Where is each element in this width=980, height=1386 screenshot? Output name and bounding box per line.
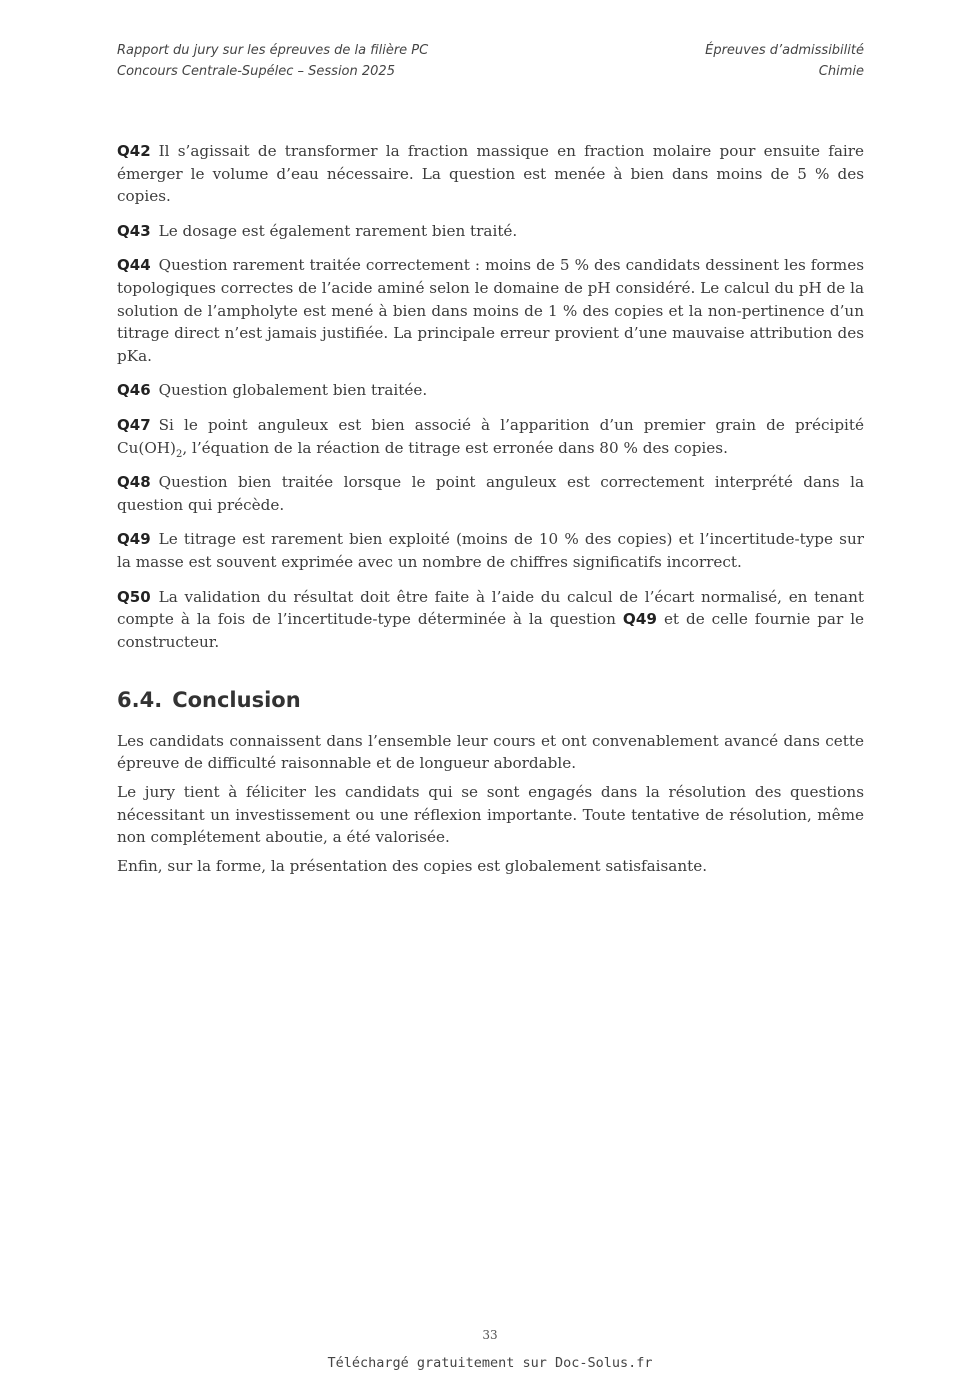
question-text: Il s’agissait de transformer la fraction massique en fraction molaire pour ensuite faire émerger le volume d’eau nécessaire. La question est menée à bien dans moins de 5 % des copies. [117, 142, 864, 206]
conclusion-paragraph: Les candidats connaissent dans l’ensemble leur cours et ont convenablement avancé dans cette épreuve de difficulté raisonnable et de longueur abordable. [117, 731, 864, 773]
question-label: Q50 [117, 587, 151, 606]
question-text-end: , l’équation de la réaction de titrage est erronée dans 80 % des copies. [182, 438, 728, 457]
header-exam-type: Épreuves d’admissibilité [705, 43, 864, 58]
page-header [117, 40, 864, 82]
question-label: Q49 [117, 530, 151, 549]
section-heading [117, 689, 864, 712]
section-number: 6.4. [117, 688, 163, 713]
page-body [117, 140, 864, 883]
section-title: Conclusion [172, 688, 301, 713]
conclusion-paragraph: Enfin, sur la forme, la présentation des copies est globalement satisfaisante. [117, 856, 708, 875]
question-label: Q46 [117, 381, 151, 400]
header-subject: Chimie [818, 64, 864, 79]
question-text: Question globalement bien traitée. [158, 381, 428, 400]
question-label: Q44 [117, 256, 151, 275]
formula-subscript: 2 [175, 448, 183, 460]
question-text: Le titrage est rarement bien exploité (moins de 10 % des copies) et l’incertitude-type sur la masse est souvent exprimée avec un nombre de chiffres significatifs incorrect. [117, 530, 864, 571]
conclusion-paragraph: Le jury tient à féliciter les candidats qui se sont engagés dans la résolution des questions nécessitant un investissement ou une réflexion importante. Toute tentative de résolution, même non complétement aboutie, a été valorisée. [117, 783, 864, 847]
question-text-start: Si le point anguleux est bien associé à l’apparition d’un premier grain de précipité Cu(OH) [117, 415, 864, 457]
question-comment-q43 [117, 220, 864, 243]
question-comment-q50 [117, 586, 864, 654]
question-label: Q42 [117, 142, 151, 160]
question-comment-q48 [117, 471, 864, 516]
question-comment-q47 [117, 414, 864, 459]
question-comment-q44 [117, 254, 864, 367]
question-text: Question rarement traitée correctement : moins de 5 % des candidats dessinent les formes topologiques correctes de l’acide aminé selon le domaine de pH considéré. Le calcul du pH de la solution de l’ampholyte est mené à bien dans moins de 1 % des copies et la non-pertinence d’un titrage direct n’est jamais justifiée. La principale erreur provient d’une mauvaise attribution des pKa. [117, 256, 865, 365]
question-text: Question bien traitée lorsque le point anguleux est correctement interprété dans la question qui précède. [117, 473, 864, 514]
question-label: Q48 [117, 473, 151, 492]
header-report-title: Rapport du jury sur les épreuves de la filière PC [117, 43, 429, 58]
question-label: Q43 [117, 221, 151, 240]
page-number: 33 [482, 1328, 498, 1342]
question-reference: Q49 [622, 610, 657, 629]
question-text: Le dosage est également rarement bien traité. [158, 221, 518, 240]
question-label: Q47 [117, 415, 151, 434]
download-footer: Téléchargé gratuitement sur Doc-Solus.fr [327, 1355, 653, 1371]
question-text-start: La validation du résultat doit être faite à l’aide du calcul de l’écart normalisé, en tenant compte à la fois de l’incertitude-type déterminée à la question [117, 587, 864, 629]
header-session: Concours Centrale-Supélec – Session 2025 [117, 64, 395, 79]
question-comment-q42 [117, 140, 864, 208]
question-comment-q46 [117, 379, 864, 402]
question-comment-q49 [117, 528, 864, 573]
question-text-end: et de celle fournie par le constructeur. [117, 610, 865, 651]
